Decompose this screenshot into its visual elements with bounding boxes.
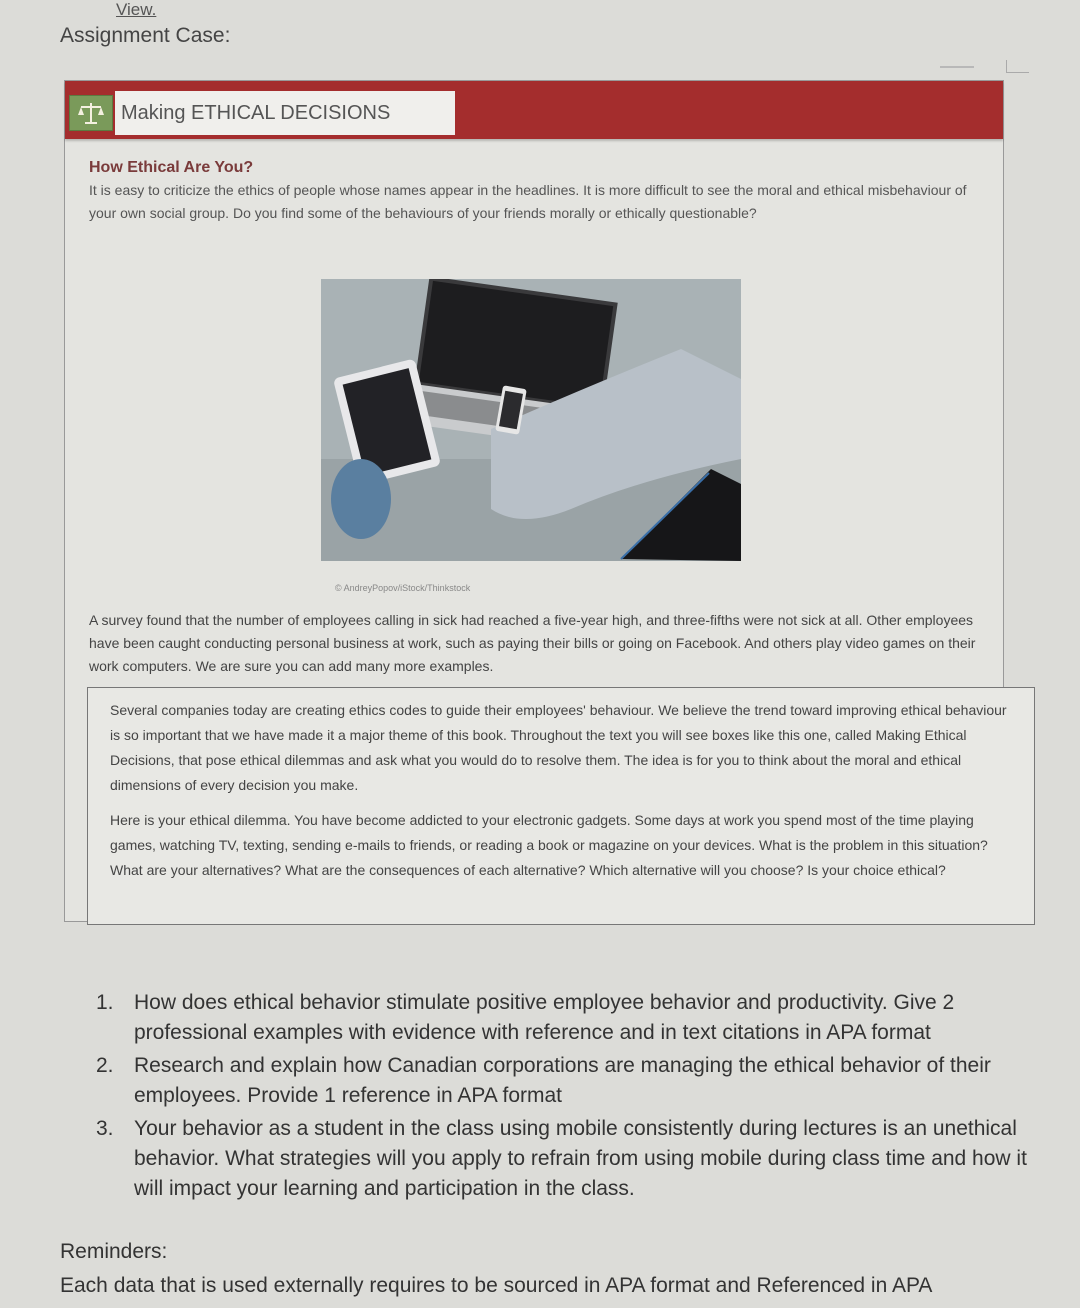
question-text: Your behavior as a student in the class using mobile consistently during lectures is an unethical behavior. What strategies will you apply to refrain from using mobile during class time and how it will impact your learning and participation in the class.	[134, 1117, 1027, 1200]
reminders-heading: Reminders:	[60, 1240, 168, 1263]
question-list	[96, 988, 1056, 1207]
divider	[1006, 60, 1029, 73]
list-item	[96, 988, 1056, 1048]
view-link[interactable]: View.	[116, 0, 157, 19]
question-text: How does ethical behavior stimulate positive employee behavior and productivity. Give 2 professional examples with evidence with reference and in text citations in APA format	[134, 991, 955, 1044]
list-item	[96, 1051, 1056, 1111]
question-number: 1.	[96, 991, 114, 1014]
question-number: 3.	[96, 1117, 114, 1140]
dilemma-box	[87, 687, 1035, 925]
page-title: Assignment Case:	[60, 24, 231, 47]
dilemma-paragraph: Here is your ethical dilemma. You have become addicted to your electronic gadgets. Some days at work you spend most of the time playing games, watching TV, texting, sending e-mails to friends, or reading a book or magazine on your devices. What is the problem in this situation? What are your alternatives? What are the consequences of each alternative? Which alternative will you choose? Is your choice ethical?	[110, 812, 988, 878]
photo-credit: © AndreyPopov/iStock/Thinkstock	[335, 583, 471, 593]
list-item	[96, 1114, 1056, 1204]
intro-paragraph: It is easy to criticize the ethics of people whose names appear in the headlines. It is more difficult to see the moral and ethical misbehaviour of your own social group. Do you find some of the behaviours of your friends morally or ethically questionable?	[89, 182, 967, 221]
scales-icon	[69, 95, 113, 131]
box-title: Making ETHICAL DECISIONS	[115, 91, 455, 135]
survey-paragraph: A survey found that the number of employees calling in sick had reached a five-year high, and three-fifths were not sick at all. Other employees have been caught conducting personal business at work, such as paying their bills or going on Facebook. And others play video games on their work computers. We are sure you can add many more examples.	[89, 612, 976, 674]
reminders-text: Each data that is used externally requires to be sourced in APA format and Referenced in APA	[60, 1274, 933, 1297]
gadgets-photo	[321, 279, 741, 561]
question-number: 2.	[96, 1054, 114, 1077]
ethics-feature-box	[64, 80, 1007, 922]
box-header	[65, 81, 1003, 139]
divider	[940, 66, 974, 68]
question-text: Research and explain how Canadian corporations are managing the ethical behavior of their employees. Provide 1 reference in APA format	[134, 1054, 991, 1107]
box-subtitle: How Ethical Are You?	[89, 159, 254, 176]
dilemma-paragraph: Several companies today are creating ethics codes to guide their employees' behaviour. We believe the trend toward improving ethical behaviour is so important that we have made it a major theme of this book. Throughout the text you will see boxes like this one, called Making Ethical Decisions, that pose ethical dilemmas and ask what you would do to resolve them. The idea is for you to think about the moral and ethical dimensions of every decision you make.	[110, 702, 1007, 793]
